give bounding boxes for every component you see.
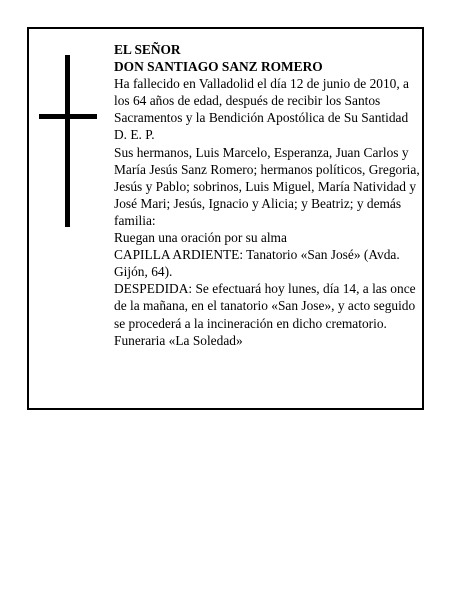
obituary-notice	[27, 27, 424, 410]
chapel-info: CAPILLA ARDIENTE: Tanatorio «San José» (Avda. Gijón, 64).	[114, 247, 400, 280]
cross-horizontal-bar	[39, 114, 97, 119]
funeral-home: Funeraria «La Soledad»	[114, 332, 243, 348]
obituary-title: EL SEÑOR	[114, 42, 181, 57]
family-list: Sus hermanos, Luis Marcelo, Esperanza, Juan Carlos y María Jesús Sanz Romero; hermanos políticos, Gregoria, Jesús y Pablo; sobrinos, Luis Miguel, María Natividad y José Mari; Jesús, Ignacio y Alicia; y Beatriz; y demás familia:	[114, 144, 420, 228]
death-notice: Ha fallecido en Valladolid el día 12 de junio de 2010, a los 64 años de edad, después de recibir los Santos Sacramentos y la Bendición Apostólica de Su Santidad D. E. P.	[114, 76, 410, 143]
farewell-info: DESPEDIDA: Se efectuará hoy lunes, día 14, a las once de la mañana, en el tanatorio «San Jose», y acto seguido se procederá a la incineración en dicho crematorio.	[114, 281, 416, 331]
deceased-name: DON SANTIAGO SANZ ROMERO	[114, 59, 323, 75]
cross-icon	[39, 55, 97, 227]
prayer-request: Ruegan una oración por su alma	[114, 230, 287, 246]
obituary-text	[114, 41, 420, 349]
cross-vertical-bar	[65, 55, 70, 227]
